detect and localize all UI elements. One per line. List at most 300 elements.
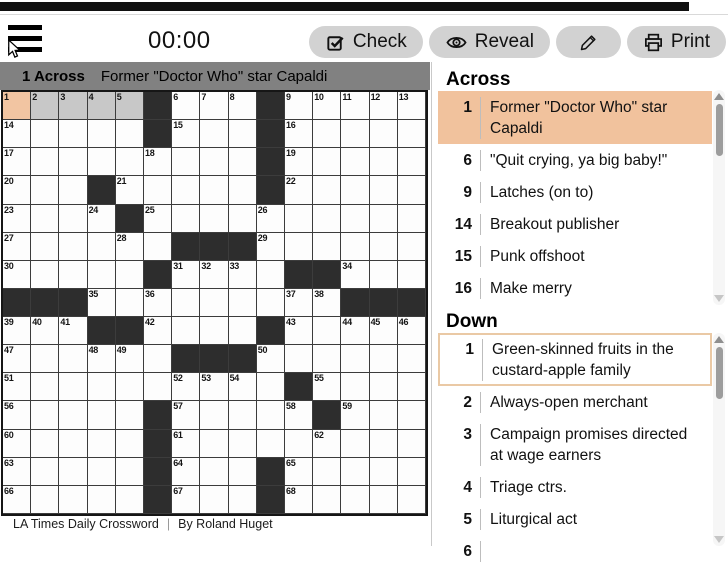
grid-cell[interactable] [144, 233, 172, 261]
grid-cell[interactable] [341, 317, 369, 345]
grid-cell[interactable] [229, 176, 257, 204]
cell-number: 28 [116, 232, 127, 243]
grid-cell[interactable] [172, 92, 200, 120]
cell-number: 40 [32, 317, 42, 328]
grid-cell[interactable] [31, 120, 59, 148]
grid-cell[interactable] [59, 176, 87, 204]
grid-cell[interactable] [370, 317, 398, 345]
grid-cell[interactable] [172, 317, 200, 345]
cell-number: 24 [88, 204, 99, 215]
clue-item-down-6[interactable] [438, 535, 712, 567]
grid-cell[interactable] [257, 289, 285, 317]
grid-cell[interactable] [313, 176, 341, 204]
grid-cell[interactable] [370, 148, 398, 176]
grid-cell[interactable] [370, 92, 398, 120]
grid-cell[interactable] [285, 148, 313, 176]
grid-cell[interactable] [59, 317, 87, 345]
top-black-bar [0, 2, 689, 11]
grid-cell[interactable] [229, 373, 257, 401]
cell-number: 59 [342, 401, 352, 412]
grid-cell[interactable] [172, 430, 200, 458]
cell-number: 66 [4, 485, 14, 496]
grid-cell[interactable] [200, 148, 228, 176]
cell-number: 58 [286, 401, 296, 412]
grid-cell[interactable] [229, 317, 257, 345]
grid-cell[interactable] [172, 486, 200, 514]
grid-cell-black [257, 176, 285, 204]
grid-cell[interactable] [313, 120, 341, 148]
grid-cell[interactable] [398, 148, 426, 176]
clue-number: 16 [454, 279, 472, 297]
grid-cell[interactable] [313, 373, 341, 401]
grid-cell[interactable] [88, 373, 116, 401]
cell-number: 21 [116, 176, 127, 187]
clue-text: Campaign promises directed at wage earners [480, 424, 688, 466]
grid-cell[interactable] [285, 289, 313, 317]
scroll-down-icon[interactable] [714, 295, 724, 302]
grid-cell-black [88, 317, 116, 345]
clue-text: Make merry [480, 278, 688, 299]
grid-cell[interactable] [285, 345, 313, 373]
grid-cell[interactable] [31, 458, 59, 486]
scrollbar-thumb[interactable] [716, 347, 723, 399]
cell-number: 55 [314, 373, 324, 384]
grid-cell[interactable] [285, 205, 313, 233]
check-button[interactable] [309, 26, 423, 58]
grid-cell[interactable] [370, 430, 398, 458]
grid-cell[interactable] [116, 233, 144, 261]
cell-number: 10 [314, 92, 324, 102]
grid-cell[interactable] [229, 261, 257, 289]
grid-cell[interactable] [313, 458, 341, 486]
grid-cell[interactable] [31, 261, 59, 289]
grid-cell[interactable] [88, 289, 116, 317]
cell-number: 3 [60, 92, 66, 102]
grid-cell[interactable] [172, 289, 200, 317]
across-scrollbar[interactable] [713, 90, 725, 305]
grid-cell[interactable] [398, 373, 426, 401]
scroll-up-icon[interactable] [714, 336, 724, 343]
grid-cell[interactable] [59, 233, 87, 261]
grid-cell[interactable] [200, 120, 228, 148]
grid-cell[interactable] [144, 205, 172, 233]
grid-cell[interactable] [88, 233, 116, 261]
grid-cell[interactable] [116, 486, 144, 514]
clue-text: Triage ctrs. [480, 477, 688, 498]
grid-cell[interactable] [172, 401, 200, 429]
grid-cell[interactable] [200, 92, 228, 120]
grid-cell-black [257, 120, 285, 148]
clue-item-down-1[interactable] [438, 333, 712, 386]
scroll-up-icon[interactable] [714, 93, 724, 100]
eye-icon [445, 32, 468, 53]
grid-cell[interactable] [257, 261, 285, 289]
grid-cell-black [229, 345, 257, 373]
grid-cell[interactable] [398, 92, 426, 120]
grid-cell-black [59, 289, 87, 317]
clue-number: 14 [454, 215, 472, 233]
grid-cell[interactable] [59, 458, 87, 486]
grid-cell[interactable] [398, 430, 426, 458]
clue-text: "Quit crying, ya big baby!" [480, 150, 688, 171]
grid-cell[interactable] [200, 317, 228, 345]
grid-cell[interactable] [398, 176, 426, 204]
pencil-icon [578, 32, 599, 53]
cell-number: 8 [229, 92, 235, 102]
clue-item-down-2[interactable] [438, 386, 712, 418]
grid-cell[interactable] [116, 120, 144, 148]
crossword-grid[interactable] [1, 90, 428, 516]
cell-number: 63 [4, 457, 14, 468]
cell-number: 60 [4, 429, 14, 440]
grid-cell[interactable] [398, 233, 426, 261]
grid-cell[interactable] [313, 345, 341, 373]
current-clue-text: Former "Doctor Who" star Capaldi [100, 67, 328, 85]
grid-cell-black [285, 261, 313, 289]
grid-cell[interactable] [257, 401, 285, 429]
grid-cell[interactable] [257, 373, 285, 401]
grid-cell[interactable] [59, 345, 87, 373]
cell-number: 11 [342, 92, 352, 102]
grid-cell[interactable] [313, 317, 341, 345]
grid-cell[interactable] [31, 233, 59, 261]
grid-cell[interactable] [116, 458, 144, 486]
clue-item-down-3[interactable] [438, 418, 712, 471]
grid-cell[interactable] [313, 430, 341, 458]
grid-cell-black [257, 486, 285, 514]
cell-number: 49 [116, 345, 127, 356]
cell-number: 18 [145, 148, 155, 159]
grid-cell[interactable] [59, 261, 87, 289]
down-scrollbar[interactable] [713, 333, 725, 546]
cell-number: 31 [173, 260, 183, 271]
cell-number: 39 [4, 317, 14, 328]
grid-cell[interactable] [172, 261, 200, 289]
grid-cell[interactable] [285, 233, 313, 261]
grid-cell[interactable] [370, 176, 398, 204]
grid-cell-black [144, 430, 172, 458]
grid-cell[interactable] [370, 205, 398, 233]
grid-cell[interactable] [3, 233, 31, 261]
grid-cell[interactable] [257, 233, 285, 261]
grid-cell[interactable] [172, 148, 200, 176]
puzzle-area [0, 62, 430, 531]
grid-cell[interactable] [31, 92, 59, 120]
current-clue-number: 1 Across [22, 67, 85, 85]
cell-number: 47 [4, 345, 14, 356]
grid-cell[interactable] [398, 317, 426, 345]
grid-cell[interactable] [116, 176, 144, 204]
reveal-label: Reveal [474, 31, 534, 52]
grid-cell[interactable] [398, 120, 426, 148]
grid-cell[interactable] [88, 261, 116, 289]
grid-cell[interactable] [3, 261, 31, 289]
grid-cell-black [341, 289, 369, 317]
clue-item-across-15[interactable] [438, 240, 712, 272]
clue-text: Punk offshoot [480, 246, 688, 267]
grid-cell[interactable] [370, 120, 398, 148]
clue-text: Liturgical act [480, 509, 688, 530]
grid-cell[interactable] [285, 401, 313, 429]
grid-cell[interactable] [370, 233, 398, 261]
grid-cell[interactable] [88, 401, 116, 429]
clue-number: 6 [463, 542, 472, 560]
grid-cell[interactable] [229, 92, 257, 120]
grid-cell[interactable] [31, 176, 59, 204]
grid-cell[interactable] [200, 176, 228, 204]
grid-cell[interactable] [257, 345, 285, 373]
grid-cell[interactable] [116, 345, 144, 373]
grid-cell[interactable] [31, 373, 59, 401]
grid-cell[interactable] [88, 148, 116, 176]
grid-cell[interactable] [313, 205, 341, 233]
clue-number: 4 [463, 478, 472, 496]
grid-cell[interactable] [59, 430, 87, 458]
clue-item-down-5[interactable] [438, 503, 712, 535]
cell-number: 44 [342, 317, 352, 328]
grid-cell[interactable] [3, 401, 31, 429]
cell-number: 36 [145, 288, 155, 299]
cell-number: 67 [173, 485, 183, 496]
grid-cell[interactable] [3, 92, 31, 120]
cell-number: 42 [145, 317, 155, 328]
grid-cell[interactable] [3, 205, 31, 233]
grid-cell[interactable] [200, 373, 228, 401]
grid-cell[interactable] [229, 205, 257, 233]
grid-cell[interactable] [88, 92, 116, 120]
cell-number: 20 [4, 176, 14, 187]
grid-cell[interactable] [341, 176, 369, 204]
grid-cell[interactable] [341, 148, 369, 176]
grid-cell[interactable] [398, 486, 426, 514]
grid-cell[interactable] [88, 458, 116, 486]
grid-cell[interactable] [3, 430, 31, 458]
grid-cell[interactable] [229, 458, 257, 486]
grid-cell[interactable] [229, 289, 257, 317]
grid-cell[interactable] [3, 148, 31, 176]
grid-cell[interactable] [59, 486, 87, 514]
grid-cell[interactable] [341, 430, 369, 458]
grid-cell[interactable] [370, 401, 398, 429]
current-clue-bar [0, 62, 430, 90]
cell-number: 26 [257, 204, 268, 215]
cell-number: 34 [342, 260, 352, 271]
grid-cell[interactable] [172, 458, 200, 486]
grid-cell[interactable] [88, 430, 116, 458]
cell-number: 13 [398, 92, 409, 102]
grid-cell[interactable] [59, 120, 87, 148]
attribution-separator: | [166, 516, 171, 531]
grid-cell[interactable] [341, 401, 369, 429]
grid-cell-black [116, 317, 144, 345]
grid-cell[interactable] [229, 401, 257, 429]
clue-item-across-16[interactable] [438, 272, 712, 304]
grid-cell[interactable] [88, 486, 116, 514]
grid-cell[interactable] [59, 148, 87, 176]
grid-cell[interactable] [144, 176, 172, 204]
grid-cell[interactable] [341, 261, 369, 289]
grid-cell-black [144, 486, 172, 514]
grid-cell[interactable] [313, 148, 341, 176]
grid-cell[interactable] [370, 458, 398, 486]
cell-number: 15 [173, 120, 183, 131]
grid-cell[interactable] [285, 317, 313, 345]
grid-cell[interactable] [116, 261, 144, 289]
grid-cell[interactable] [257, 205, 285, 233]
grid-cell-black [144, 120, 172, 148]
grid-cell[interactable] [31, 205, 59, 233]
cell-number: 33 [229, 260, 240, 271]
cell-number: 68 [286, 485, 296, 496]
grid-cell[interactable] [31, 430, 59, 458]
grid-cell[interactable] [116, 373, 144, 401]
grid-cell-black [144, 92, 172, 120]
grid-cell[interactable] [200, 289, 228, 317]
grid-cell[interactable] [285, 176, 313, 204]
clue-item-across-14[interactable] [438, 208, 712, 240]
grid-cell[interactable] [144, 317, 172, 345]
grid-cell[interactable] [341, 92, 369, 120]
grid-cell[interactable] [116, 289, 144, 317]
grid-cell[interactable] [31, 401, 59, 429]
grid-cell[interactable] [31, 486, 59, 514]
grid-cell[interactable] [229, 148, 257, 176]
grid-cell[interactable] [398, 458, 426, 486]
reveal-button[interactable] [429, 26, 550, 58]
grid-cell[interactable] [370, 373, 398, 401]
grid-cell[interactable] [200, 261, 228, 289]
grid-cell[interactable] [3, 345, 31, 373]
pencil-button[interactable] [556, 26, 621, 58]
grid-cell[interactable] [341, 486, 369, 514]
cell-number: 38 [314, 288, 324, 299]
grid-cell[interactable] [200, 486, 228, 514]
grid-cell[interactable] [341, 233, 369, 261]
grid-cell-black [257, 458, 285, 486]
grid-cell[interactable] [370, 345, 398, 373]
grid-cell[interactable] [341, 458, 369, 486]
grid-cell[interactable] [313, 289, 341, 317]
grid-cell[interactable] [285, 92, 313, 120]
grid-cell[interactable] [31, 345, 59, 373]
grid-cell[interactable] [313, 486, 341, 514]
grid-cell[interactable] [116, 430, 144, 458]
grid-cell[interactable] [285, 120, 313, 148]
clue-text: Latches (on to) [480, 182, 688, 203]
grid-cell[interactable] [59, 92, 87, 120]
mouse-cursor [7, 39, 21, 59]
grid-cell[interactable] [3, 176, 31, 204]
grid-cell[interactable] [341, 205, 369, 233]
grid-cell[interactable] [172, 373, 200, 401]
clue-item-across-6[interactable] [438, 144, 712, 176]
grid-cell[interactable] [144, 345, 172, 373]
grid-cell[interactable] [229, 120, 257, 148]
menu-bar [8, 25, 42, 30]
grid-cell[interactable] [200, 458, 228, 486]
scroll-down-icon[interactable] [714, 536, 724, 543]
grid-cell[interactable] [285, 458, 313, 486]
grid-cell[interactable] [229, 486, 257, 514]
grid-cell[interactable] [144, 148, 172, 176]
clue-text: Breakout publisher [480, 214, 688, 235]
grid-cell[interactable] [257, 430, 285, 458]
grid-cell[interactable] [370, 261, 398, 289]
grid-cell-black [88, 176, 116, 204]
cell-number: 6 [173, 92, 178, 102]
grid-cell[interactable] [59, 205, 87, 233]
clue-item-across-9[interactable] [438, 176, 712, 208]
grid-cell[interactable] [398, 401, 426, 429]
grid-cell[interactable] [88, 120, 116, 148]
grid-cell[interactable] [285, 486, 313, 514]
grid-cell[interactable] [313, 233, 341, 261]
grid-cell[interactable] [3, 317, 31, 345]
grid-cell[interactable] [3, 458, 31, 486]
grid-cell[interactable] [31, 148, 59, 176]
grid-cell[interactable] [200, 430, 228, 458]
grid-cell[interactable] [370, 486, 398, 514]
print-label: Print [670, 31, 710, 52]
cell-number: 1 [4, 92, 9, 102]
grid-cell[interactable] [59, 373, 87, 401]
grid-cell[interactable] [3, 486, 31, 514]
grid-cell[interactable] [116, 92, 144, 120]
cell-number: 65 [286, 457, 296, 468]
cell-number: 52 [173, 373, 183, 384]
grid-cell-black [257, 148, 285, 176]
grid-cell[interactable] [313, 92, 341, 120]
clue-text: Always-open merchant [480, 392, 688, 413]
scrollbar-thumb[interactable] [716, 104, 723, 156]
grid-cell[interactable] [3, 373, 31, 401]
grid-cell[interactable] [116, 148, 144, 176]
grid-cell[interactable] [31, 317, 59, 345]
cell-number: 19 [286, 148, 296, 159]
grid-cell[interactable] [172, 120, 200, 148]
grid-cell[interactable] [3, 120, 31, 148]
grid-cell[interactable] [200, 205, 228, 233]
grid-cell[interactable] [144, 289, 172, 317]
grid-cell[interactable] [144, 373, 172, 401]
cell-number: 2 [32, 92, 37, 102]
grid-cell-black [144, 458, 172, 486]
cell-number: 16 [286, 120, 296, 131]
grid-cell[interactable] [341, 373, 369, 401]
print-button[interactable] [627, 26, 726, 58]
grid-cell[interactable] [398, 205, 426, 233]
grid-cell[interactable] [229, 430, 257, 458]
grid-cell-black [200, 233, 228, 261]
grid-cell[interactable] [59, 401, 87, 429]
grid-cell[interactable] [88, 345, 116, 373]
grid-cell[interactable] [398, 261, 426, 289]
cell-number: 4 [88, 92, 94, 102]
clue-item-down-4[interactable] [438, 471, 712, 503]
grid-cell[interactable] [88, 205, 116, 233]
grid-cell[interactable] [398, 345, 426, 373]
grid-cell[interactable] [285, 430, 313, 458]
grid-cell[interactable] [341, 345, 369, 373]
clue-number: 1 [465, 340, 474, 358]
grid-cell[interactable] [172, 205, 200, 233]
clue-item-across-1[interactable] [438, 91, 712, 144]
grid-cell[interactable] [172, 176, 200, 204]
grid-cell[interactable] [200, 401, 228, 429]
grid-cell[interactable] [116, 401, 144, 429]
grid-cell[interactable] [341, 120, 369, 148]
printer-icon [643, 32, 664, 53]
